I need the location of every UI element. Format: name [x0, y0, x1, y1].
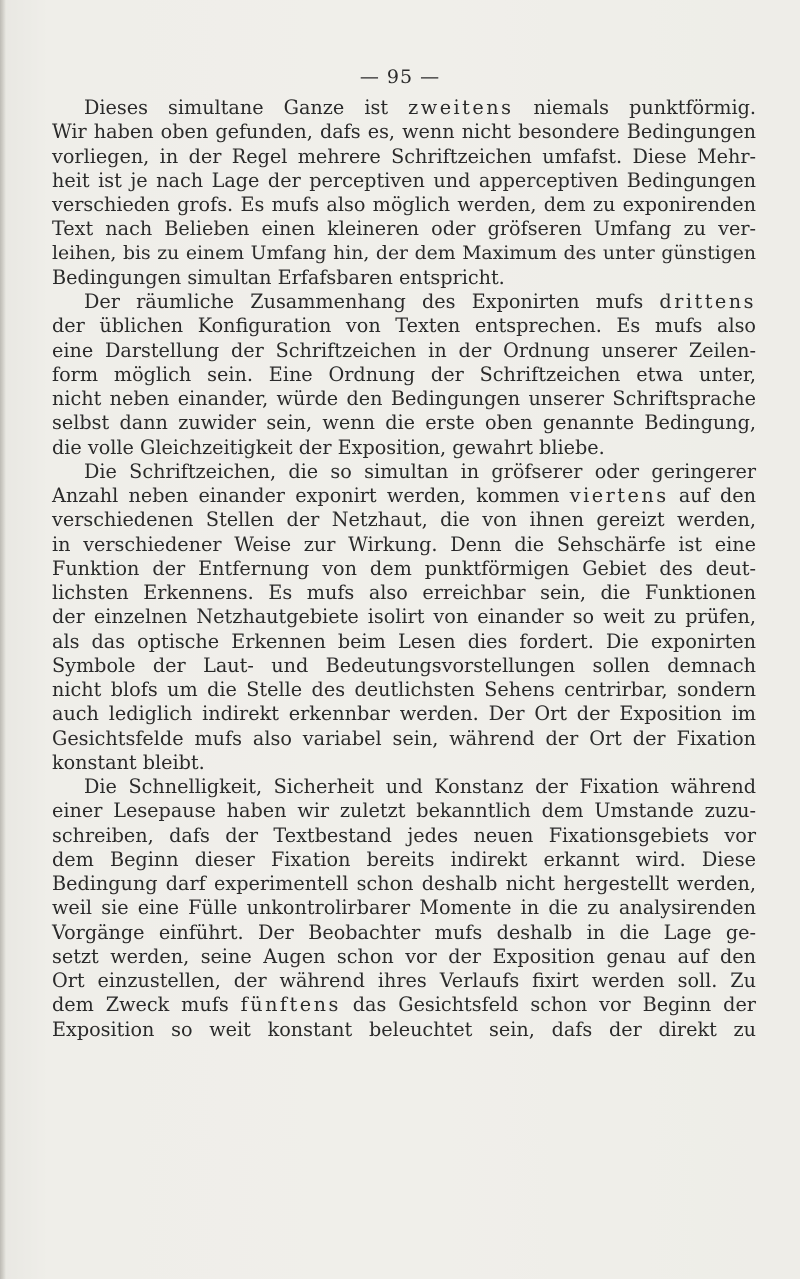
- text-line: Die Schriftzeichen, die so simultan in gröfserer oder geringerer: [84, 459, 756, 483]
- text-line: vorliegen, in der Regel mehrere Schriftzeichen umfafst. Diese Mehr-: [52, 144, 756, 168]
- text-line: Vorgänge einführt. Der Beobachter mufs deshalb in die Lage ge-: [52, 920, 756, 944]
- text-line: verschiedenen Stellen der Netzhaut, die von ihnen gereizt werden,: [52, 508, 756, 532]
- text-line: Bedingung darf experimentell schon deshalb nicht hergestellt werden,: [52, 872, 756, 895]
- text-line: Gesichtsfelde mufs also variabel sein, während der Ort der Fixation: [52, 726, 756, 750]
- text-line: nicht neben einander, würde den Bedingungen unserer Schriftsprache: [52, 387, 756, 410]
- text-line: Funktion der Entfernung von dem punktförmigen Gebiet des deut-: [52, 556, 756, 580]
- text-line: auch lediglich indirekt erkennbar werden. Der Ort der Exposition im: [52, 702, 756, 726]
- text-line: setzt werden, seine Augen schon vor der Exposition genau auf den: [52, 944, 756, 968]
- text-line: selbst dann zuwider sein, wenn die erste oben genannte Bedingung,: [52, 411, 756, 435]
- text-line: heit ist je nach Lage der perceptiven und apperceptiven Bedingungen: [52, 168, 756, 192]
- text-line: Die Schnelligkeit, Sicherheit und Konstanz der Fixation während: [84, 775, 756, 798]
- text-line: weil sie eine Fülle unkontrolirbarer Momente in die zu analysirenden: [52, 896, 756, 920]
- text-line: form möglich sein. Eine Ordnung der Schriftzeichen etwa unter,: [52, 362, 756, 386]
- text-line: Text nach Belieben einen kleineren oder gröfseren Umfang zu ver-: [52, 217, 756, 241]
- text-line: Der räumliche Zusammenhang des Exponirten mufs drittens: [84, 290, 756, 313]
- text-line: verschieden grofs. Es mufs also möglich werden, dem zu exponirenden: [52, 193, 756, 216]
- text-line: Bedingungen simultan Erfafsbaren entspricht.: [52, 265, 505, 289]
- text-line: Wir haben oben gefunden, dafs es, wenn nicht besondere Bedingungen: [52, 120, 756, 144]
- text-line: Exposition so weit konstant beleuchtet sein, dafs der direkt zu: [52, 1017, 756, 1041]
- text-line: leihen, bis zu einem Umfang hin, der dem Maximum des unter günstigen: [52, 242, 756, 264]
- text-line: Anzahl neben einander exponirt werden, kommen viertens auf den: [52, 484, 757, 507]
- text-line: die volle Gleichzeitigkeit der Exposition, gewahrt bliebe.: [52, 435, 605, 459]
- text-line: in verschiedener Weise zur Wirkung. Denn die Sehschärfe ist eine: [52, 532, 756, 556]
- text-line: dem Beginn dieser Fixation bereits indirekt erkannt wird. Diese: [52, 847, 756, 871]
- text-line: einer Lesepause haben wir zuletzt bekanntlich dem Umstande zuzu-: [52, 799, 756, 823]
- text-line: dem Zweck mufs fünftens das Gesichtsfeld schon vor Beginn der: [52, 993, 756, 1017]
- page-gutter-shadow: [0, 0, 6, 1279]
- text-line: der einzelnen Netzhautgebiete isolirt von einander so weit zu prüfen,: [52, 605, 756, 629]
- text-line: lichsten Erkennens. Es mufs also erreichbar sein, die Funktionen: [52, 581, 756, 604]
- text-line: Symbole der Laut- und Bedeutungsvorstellungen sollen demnach: [52, 653, 756, 677]
- text-line: schreiben, dafs der Textbestand jedes neuen Fixationsgebiets vor: [52, 823, 756, 847]
- text-line: als das optische Erkennen beim Lesen dies fordert. Die exponirten: [52, 629, 756, 653]
- text-line: Dieses simultane Ganze ist zweitens niemals punktförmig.: [84, 96, 756, 119]
- text-line: eine Darstellung der Schriftzeichen in der Ordnung unserer Zeilen-: [52, 338, 756, 362]
- page-number: — 95 —: [359, 66, 441, 88]
- body-text: [52, 96, 756, 1042]
- text-line: nicht blofs um die Stelle des deutlichsten Sehens centrirbar, sondern: [52, 678, 756, 701]
- text-line: der üblichen Konfiguration von Texten entsprechen. Es mufs also: [52, 314, 756, 338]
- text-line: konstant bleibt.: [52, 750, 205, 774]
- text-line: Ort einzustellen, der während ihres Verlaufs fixirt werden soll. Zu: [52, 969, 756, 992]
